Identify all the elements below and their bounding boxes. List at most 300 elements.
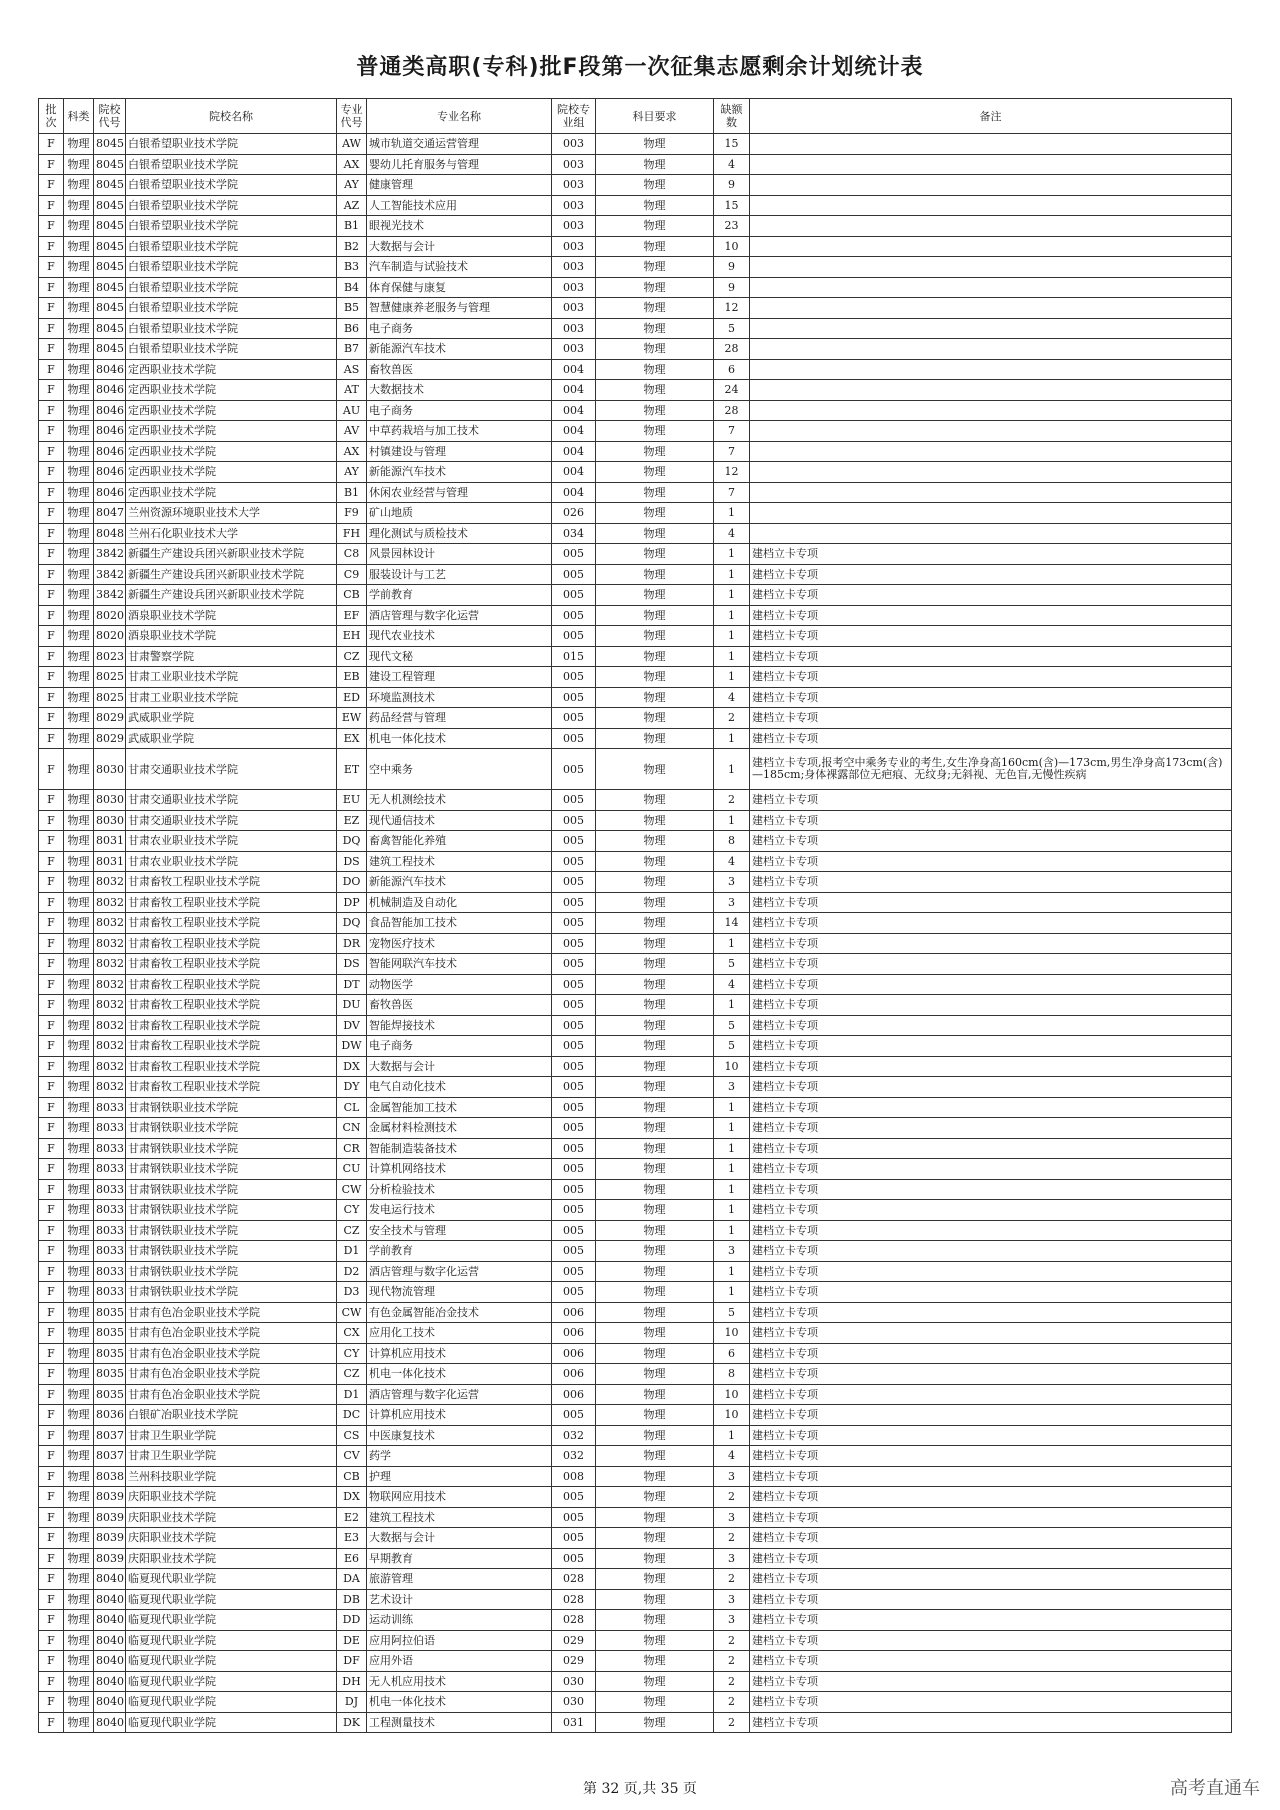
cell-subject-type: 物理 [64,872,94,893]
cell-batch: F [39,298,64,319]
cell-requirement: 物理 [596,933,714,954]
cell-requirement: 物理 [596,318,714,339]
cell-major-name: 发电运行技术 [367,1200,552,1221]
cell-school-name: 白银希望职业技术学院 [126,134,337,155]
cell-major-name: 应用外语 [367,1651,552,1672]
cell-remarks: 建档立卡专项 [750,1528,1232,1549]
cell-requirement: 物理 [596,1261,714,1282]
cell-school-code: 8035 [94,1323,126,1344]
cell-vacancies: 3 [714,1077,750,1098]
cell-school-code: 8038 [94,1466,126,1487]
cell-remarks: 建档立卡专项 [750,1610,1232,1631]
cell-school-name: 甘肃钢铁职业技术学院 [126,1138,337,1159]
cell-vacancies: 14 [714,913,750,934]
cell-subject-type: 物理 [64,646,94,667]
cell-school-code: 8040 [94,1712,126,1733]
cell-requirement: 物理 [596,441,714,462]
cell-major-code: DJ [337,1692,367,1713]
cell-requirement: 物理 [596,1302,714,1323]
cell-group: 005 [552,1241,596,1262]
cell-school-code: 8045 [94,236,126,257]
cell-batch: F [39,154,64,175]
cell-group: 005 [552,687,596,708]
cell-batch: F [39,380,64,401]
cell-requirement: 物理 [596,544,714,565]
cell-major-code: FH [337,523,367,544]
cell-subject-type: 物理 [64,441,94,462]
cell-major-code: C9 [337,564,367,585]
cell-major-code: DW [337,1036,367,1057]
cell-school-code: 8032 [94,1015,126,1036]
cell-school-name: 甘肃工业职业技术学院 [126,667,337,688]
cell-major-name: 体育保健与康复 [367,277,552,298]
cell-major-code: D1 [337,1241,367,1262]
cell-group: 005 [552,831,596,852]
cell-school-name: 甘肃钢铁职业技术学院 [126,1282,337,1303]
cell-remarks [750,359,1232,380]
cell-major-code: AZ [337,195,367,216]
cell-vacancies: 9 [714,257,750,278]
cell-requirement: 物理 [596,892,714,913]
table-row [39,462,1232,483]
table-row [39,1405,1232,1426]
cell-group: 005 [552,626,596,647]
table-row [39,277,1232,298]
cell-remarks [750,318,1232,339]
cell-subject-type: 物理 [64,667,94,688]
cell-group: 005 [552,667,596,688]
cell-remarks: 建档立卡专项 [750,1589,1232,1610]
cell-group: 006 [552,1323,596,1344]
cell-remarks: 建档立卡专项 [750,1302,1232,1323]
cell-major-name: 智能网联汽车技术 [367,954,552,975]
cell-remarks: 建档立卡专项 [750,1159,1232,1180]
cell-subject-type: 物理 [64,503,94,524]
cell-remarks [750,216,1232,237]
cell-group: 005 [552,1200,596,1221]
cell-major-code: ET [337,749,367,790]
cell-major-name: 建设工程管理 [367,667,552,688]
cell-major-name: 矿山地质 [367,503,552,524]
table-row [39,1651,1232,1672]
table-row [39,216,1232,237]
cell-vacancies: 1 [714,585,750,606]
cell-school-name: 兰州石化职业技术大学 [126,523,337,544]
cell-group: 003 [552,318,596,339]
cell-major-name: 机电一体化技术 [367,1692,552,1713]
cell-remarks: 建档立卡专项 [750,810,1232,831]
cell-batch: F [39,1241,64,1262]
table-row [39,523,1232,544]
cell-requirement: 物理 [596,462,714,483]
cell-requirement: 物理 [596,1589,714,1610]
cell-major-code: B5 [337,298,367,319]
cell-requirement: 物理 [596,1630,714,1651]
cell-requirement: 物理 [596,708,714,729]
cell-major-name: 安全技术与管理 [367,1220,552,1241]
cell-requirement: 物理 [596,1220,714,1241]
cell-group: 005 [552,564,596,585]
cell-vacancies: 1 [714,605,750,626]
cell-major-code: F9 [337,503,367,524]
cell-requirement: 物理 [596,236,714,257]
cell-subject-type: 物理 [64,1446,94,1467]
cell-group: 005 [552,1097,596,1118]
cell-requirement: 物理 [596,1364,714,1385]
cell-school-name: 甘肃卫生职业学院 [126,1425,337,1446]
cell-school-code: 8035 [94,1384,126,1405]
header-batch: 批次 [39,99,64,134]
cell-school-name: 甘肃有色冶金职业技术学院 [126,1384,337,1405]
table-row [39,503,1232,524]
table-row [39,1220,1232,1241]
cell-school-code: 8035 [94,1364,126,1385]
table-row [39,1015,1232,1036]
table-row [39,1323,1232,1344]
cell-requirement: 物理 [596,749,714,790]
cell-vacancies: 3 [714,1610,750,1631]
cell-requirement: 物理 [596,1651,714,1672]
cell-vacancies: 2 [714,1569,750,1590]
cell-major-code: CN [337,1118,367,1139]
cell-major-code: AX [337,154,367,175]
cell-group: 005 [552,708,596,729]
cell-remarks: 建档立卡专项,报考空中乘务专业的考生,女生净身高160cm(含)—173cm,男生净身高173cm(含)—185cm;身体裸露部位无疤痕、无纹身;无斜视、无色盲,无慢性疾病 [750,749,1232,790]
cell-group: 004 [552,482,596,503]
cell-requirement: 物理 [596,175,714,196]
cell-major-code: CX [337,1323,367,1344]
cell-vacancies: 1 [714,667,750,688]
cell-major-name: 动物医学 [367,974,552,995]
cell-group: 005 [552,585,596,606]
table-row [39,298,1232,319]
cell-major-name: 电子商务 [367,400,552,421]
cell-requirement: 物理 [596,585,714,606]
table-row [39,380,1232,401]
cell-batch: F [39,1507,64,1528]
cell-remarks: 建档立卡专项 [750,1446,1232,1467]
cell-major-name: 机电一体化技术 [367,1364,552,1385]
cell-group: 028 [552,1569,596,1590]
table-row [39,1446,1232,1467]
cell-school-name: 甘肃畜牧工程职业技术学院 [126,954,337,975]
cell-vacancies: 28 [714,400,750,421]
cell-batch: F [39,913,64,934]
cell-group: 026 [552,503,596,524]
table-row [39,933,1232,954]
cell-major-name: 新能源汽车技术 [367,462,552,483]
cell-requirement: 物理 [596,1692,714,1713]
cell-vacancies: 6 [714,359,750,380]
cell-vacancies: 2 [714,1651,750,1672]
cell-vacancies: 1 [714,1138,750,1159]
cell-subject-type: 物理 [64,1712,94,1733]
cell-major-name: 药学 [367,1446,552,1467]
cell-batch: F [39,1056,64,1077]
cell-requirement: 物理 [596,421,714,442]
cell-subject-type: 物理 [64,1323,94,1344]
cell-requirement: 物理 [596,728,714,749]
cell-requirement: 物理 [596,1282,714,1303]
cell-vacancies: 4 [714,1446,750,1467]
cell-remarks: 建档立卡专项 [750,1712,1232,1733]
cell-school-name: 甘肃有色冶金职业技术学院 [126,1343,337,1364]
cell-vacancies: 2 [714,1487,750,1508]
cell-group: 005 [552,872,596,893]
cell-major-code: DQ [337,913,367,934]
cell-subject-type: 物理 [64,400,94,421]
cell-major-name: 智慧健康养老服务与管理 [367,298,552,319]
cell-school-name: 甘肃钢铁职业技术学院 [126,1241,337,1262]
cell-remarks: 建档立卡专项 [750,954,1232,975]
cell-group: 005 [552,810,596,831]
cell-subject-type: 物理 [64,605,94,626]
table-row [39,851,1232,872]
cell-group: 003 [552,257,596,278]
cell-subject-type: 物理 [64,1425,94,1446]
cell-requirement: 物理 [596,1159,714,1180]
cell-major-name: 物联网应用技术 [367,1487,552,1508]
cell-requirement: 物理 [596,1425,714,1446]
cell-batch: F [39,687,64,708]
cell-requirement: 物理 [596,523,714,544]
table-row [39,810,1232,831]
table-header-row [39,99,1232,134]
cell-batch: F [39,277,64,298]
cell-school-name: 新疆生产建设兵团兴新职业技术学院 [126,585,337,606]
cell-school-code: 8040 [94,1651,126,1672]
cell-school-name: 甘肃畜牧工程职业技术学院 [126,872,337,893]
cell-group: 005 [552,1282,596,1303]
cell-school-name: 定西职业技术学院 [126,441,337,462]
cell-batch: F [39,749,64,790]
cell-subject-type: 物理 [64,1200,94,1221]
cell-requirement: 物理 [596,277,714,298]
cell-subject-type: 物理 [64,1466,94,1487]
cell-remarks: 建档立卡专项 [750,1487,1232,1508]
cell-school-code: 8032 [94,954,126,975]
cell-vacancies: 2 [714,1671,750,1692]
cell-school-code: 8031 [94,851,126,872]
table-row [39,1282,1232,1303]
cell-vacancies: 9 [714,277,750,298]
table-row [39,1077,1232,1098]
cell-vacancies: 1 [714,1261,750,1282]
cell-subject-type: 物理 [64,1692,94,1713]
cell-school-code: 8048 [94,523,126,544]
cell-subject-type: 物理 [64,257,94,278]
cell-requirement: 物理 [596,831,714,852]
cell-vacancies: 10 [714,236,750,257]
cell-school-name: 定西职业技术学院 [126,482,337,503]
cell-major-code: DA [337,1569,367,1590]
cell-remarks [750,523,1232,544]
cell-major-code: DK [337,1712,367,1733]
cell-subject-type: 物理 [64,1036,94,1057]
cell-vacancies: 3 [714,1507,750,1528]
cell-vacancies: 8 [714,831,750,852]
table-row [39,646,1232,667]
cell-subject-type: 物理 [64,154,94,175]
cell-school-code: 8046 [94,482,126,503]
cell-batch: F [39,1118,64,1139]
cell-school-code: 8045 [94,318,126,339]
table-row [39,687,1232,708]
cell-group: 004 [552,380,596,401]
cell-school-name: 甘肃有色冶金职业技术学院 [126,1302,337,1323]
cell-group: 005 [552,605,596,626]
cell-vacancies: 15 [714,134,750,155]
cell-group: 005 [552,1487,596,1508]
cell-school-name: 甘肃卫生职业学院 [126,1446,337,1467]
cell-subject-type: 物理 [64,851,94,872]
cell-remarks: 建档立卡专项 [750,995,1232,1016]
cell-major-code: B4 [337,277,367,298]
cell-major-code: EZ [337,810,367,831]
cell-subject-type: 物理 [64,995,94,1016]
cell-vacancies: 5 [714,1302,750,1323]
cell-school-code: 8039 [94,1487,126,1508]
cell-school-code: 8045 [94,175,126,196]
cell-major-code: DF [337,1651,367,1672]
cell-school-name: 临夏现代职业学院 [126,1712,337,1733]
cell-requirement: 物理 [596,913,714,934]
cell-major-name: 眼视光技术 [367,216,552,237]
cell-remarks: 建档立卡专项 [750,1548,1232,1569]
cell-subject-type: 物理 [64,1343,94,1364]
cell-group: 005 [552,851,596,872]
cell-subject-type: 物理 [64,1384,94,1405]
cell-major-code: DU [337,995,367,1016]
cell-major-name: 应用化工技术 [367,1323,552,1344]
cell-school-code: 8037 [94,1425,126,1446]
cell-vacancies: 1 [714,728,750,749]
cell-major-code: DH [337,1671,367,1692]
table-row [39,872,1232,893]
document-title: 普通类高职(专科)批F段第一次征集志愿剩余计划统计表 [356,55,924,80]
table-row [39,1118,1232,1139]
cell-remarks [750,195,1232,216]
cell-school-code: 3842 [94,585,126,606]
cell-subject-type: 物理 [64,1487,94,1508]
cell-major-name: 宠物医疗技术 [367,933,552,954]
cell-subject-type: 物理 [64,216,94,237]
cell-major-code: AW [337,134,367,155]
cell-batch: F [39,892,64,913]
cell-major-name: 早期教育 [367,1548,552,1569]
cell-major-name: 汽车制造与试验技术 [367,257,552,278]
table-row [39,728,1232,749]
cell-major-name: 建筑工程技术 [367,851,552,872]
cell-batch: F [39,831,64,852]
cell-requirement: 物理 [596,1712,714,1733]
cell-major-name: 计算机应用技术 [367,1405,552,1426]
cell-remarks [750,421,1232,442]
cell-school-code: 8045 [94,216,126,237]
cell-school-code: 8045 [94,298,126,319]
cell-vacancies: 10 [714,1384,750,1405]
cell-group: 005 [552,728,596,749]
cell-subject-type: 物理 [64,687,94,708]
cell-requirement: 物理 [596,359,714,380]
cell-remarks: 建档立卡专项 [750,831,1232,852]
cell-major-name: 无人机应用技术 [367,1671,552,1692]
cell-major-code: DY [337,1077,367,1098]
table-row [39,1179,1232,1200]
cell-group: 005 [552,913,596,934]
cell-school-code: 8033 [94,1159,126,1180]
cell-school-code: 8033 [94,1138,126,1159]
cell-subject-type: 物理 [64,1261,94,1282]
cell-school-name: 甘肃钢铁职业技术学院 [126,1200,337,1221]
cell-major-code: CL [337,1097,367,1118]
table-row [39,318,1232,339]
cell-major-name: 现代通信技术 [367,810,552,831]
cell-group: 003 [552,134,596,155]
cell-requirement: 物理 [596,564,714,585]
cell-school-name: 新疆生产建设兵团兴新职业技术学院 [126,564,337,585]
cell-major-code: CW [337,1302,367,1323]
cell-remarks [750,339,1232,360]
cell-subject-type: 物理 [64,1569,94,1590]
cell-batch: F [39,1528,64,1549]
table-row [39,831,1232,852]
cell-school-code: 8045 [94,339,126,360]
cell-school-code: 8031 [94,831,126,852]
cell-remarks: 建档立卡专项 [750,933,1232,954]
cell-major-name: 计算机网络技术 [367,1159,552,1180]
cell-subject-type: 物理 [64,1630,94,1651]
cell-remarks: 建档立卡专项 [750,1405,1232,1426]
cell-requirement: 物理 [596,1507,714,1528]
cell-vacancies: 5 [714,1036,750,1057]
cell-school-code: 3842 [94,564,126,585]
cell-group: 003 [552,298,596,319]
cell-remarks: 建档立卡专项 [750,1118,1232,1139]
cell-major-name: 计算机应用技术 [367,1343,552,1364]
table-row [39,1364,1232,1385]
cell-subject-type: 物理 [64,1507,94,1528]
cell-batch: F [39,216,64,237]
cell-remarks: 建档立卡专项 [750,1466,1232,1487]
cell-group: 032 [552,1446,596,1467]
cell-major-code: AY [337,462,367,483]
table-body [39,134,1232,1733]
cell-school-code: 8035 [94,1302,126,1323]
cell-school-name: 甘肃交通职业技术学院 [126,790,337,811]
cell-group: 004 [552,421,596,442]
cell-vacancies: 3 [714,892,750,913]
cell-major-code: E2 [337,1507,367,1528]
cell-school-code: 8045 [94,195,126,216]
cell-remarks [750,482,1232,503]
cell-vacancies: 7 [714,421,750,442]
cell-requirement: 物理 [596,1097,714,1118]
cell-school-code: 8045 [94,154,126,175]
cell-school-code: 8040 [94,1589,126,1610]
table-row [39,1036,1232,1057]
table-row [39,154,1232,175]
cell-school-name: 甘肃畜牧工程职业技术学院 [126,933,337,954]
cell-subject-type: 物理 [64,339,94,360]
table-row [39,1241,1232,1262]
cell-batch: F [39,1630,64,1651]
cell-major-name: 机电一体化技术 [367,728,552,749]
cell-school-name: 甘肃钢铁职业技术学院 [126,1118,337,1139]
cell-group: 005 [552,1548,596,1569]
cell-group: 005 [552,974,596,995]
cell-requirement: 物理 [596,339,714,360]
